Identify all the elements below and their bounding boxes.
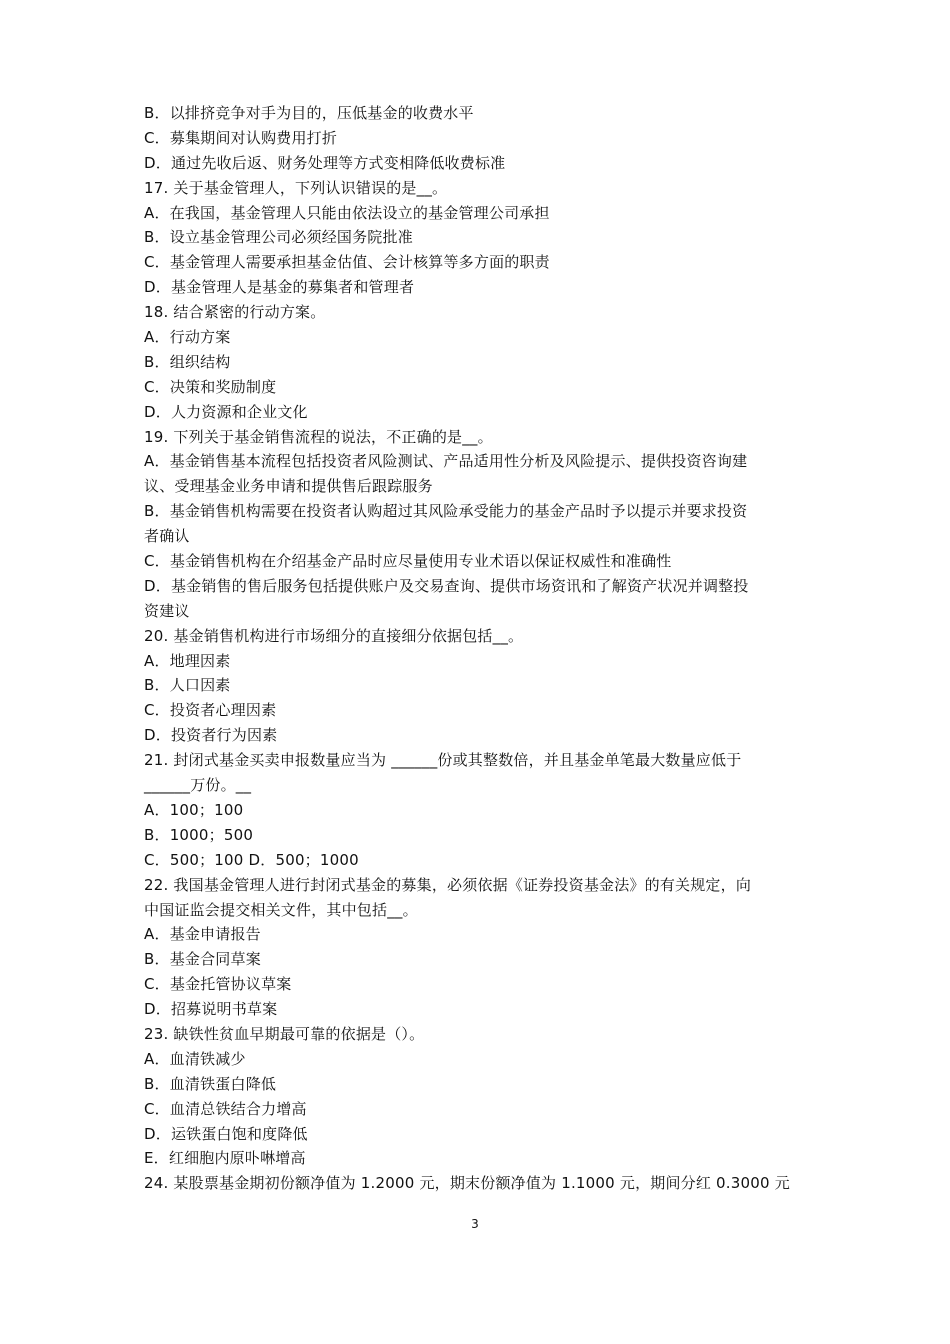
page-number: 3	[471, 1217, 479, 1231]
option-line: C．基金管理人需要承担基金估值、会计核算等多方面的职责	[144, 253, 550, 272]
question-20: 20. 基金销售机构进行市场细分的直接细分依据包括__。	[144, 626, 524, 645]
question-18: 18. 结合紧密的行动方案。	[144, 303, 326, 322]
option-line: A．地理因素	[144, 651, 231, 670]
option-line: C．投资者心理因素	[144, 701, 277, 720]
option-line: B．基金销售机构需要在投资者认购超过其风险承受能力的基金产品时予以提示并要求投资	[144, 502, 748, 521]
option-line-continued: 者确认	[144, 527, 190, 546]
question-17: 17. 关于基金管理人，下列认识错误的是__。	[144, 178, 448, 197]
option-line: D．基金销售的售后服务包括提供账户及交易查询、提供市场资讯和了解资产状况并调整投	[144, 576, 749, 595]
question-24: 24. 某股票基金期初份额净值为 1.2000 元，期末份额净值为 1.1000 元，期间分红 0.3000 元	[144, 1174, 790, 1193]
text-line: D．通过先收后返、财务处理等方式变相降低收费标准	[144, 153, 506, 172]
option-line: A．行动方案	[144, 328, 231, 347]
option-line: C．基金托管协议草案	[144, 975, 292, 994]
option-line-continued: 资建议	[144, 601, 190, 620]
option-line: C．500；100 D．500；1000	[144, 850, 359, 869]
question-21-continued: ______万份。__	[144, 776, 252, 795]
option-line: B．血清铁蛋白降低	[144, 1074, 277, 1093]
question-19: 19. 下列关于基金销售流程的说法，不正确的是__。	[144, 427, 493, 446]
question-22: 22. 我国基金管理人进行封闭式基金的募集，必须依据《证券投资基金法》的有关规定，向	[144, 875, 752, 894]
document-body	[144, 101, 816, 1196]
question-23: 23. 缺铁性贫血早期最可靠的依据是（）。	[144, 1024, 425, 1043]
option-line: A．基金销售基本流程包括投资者风险测试、产品适用性分析及风险提示、提供投资咨询建	[144, 452, 748, 471]
option-line: D．基金管理人是基金的募集者和管理者	[144, 278, 415, 297]
option-line: D．招募说明书草案	[144, 1000, 278, 1019]
option-line: A．基金申请报告	[144, 925, 261, 944]
option-line: C．血清总铁结合力增高	[144, 1099, 307, 1118]
option-line: A．100；100	[144, 800, 244, 819]
option-line: C．基金销售机构在介绍基金产品时应尽量使用专业术语以保证权威性和准确性	[144, 552, 672, 571]
text-line: B．以排挤竞争对手为目的，压低基金的收费水平	[144, 104, 474, 122]
option-line: D．人力资源和企业文化	[144, 402, 308, 421]
option-line: B．组织结构	[144, 352, 231, 371]
option-line: B．人口因素	[144, 676, 231, 695]
option-line: B．1000；500	[144, 825, 254, 844]
option-line-continued: 议、受理基金业务申请和提供售后跟踪服务	[144, 477, 433, 496]
question-22-continued: 中国证监会提交相关文件，其中包括__。	[144, 900, 418, 919]
option-line: B．基金合同草案	[144, 950, 261, 969]
question-21: 21. 封闭式基金买卖申报数量应当为 ______份或其整数倍，并且基金单笔最大数量应低于	[144, 751, 742, 770]
option-line: C．决策和奖励制度	[144, 377, 277, 396]
option-line: A．在我国，基金管理人只能由依法设立的基金管理公司承担	[144, 203, 550, 222]
option-line: A．血清铁减少	[144, 1049, 246, 1068]
option-line: D．运铁蛋白饱和度降低	[144, 1124, 308, 1143]
option-line: E．红细胞内原卟啉增高	[144, 1149, 306, 1168]
text-line: C．募集期间对认购费用打折	[144, 128, 338, 147]
option-line: B．设立基金管理公司必须经国务院批准	[144, 228, 413, 247]
option-line: D．投资者行为因素	[144, 726, 278, 745]
